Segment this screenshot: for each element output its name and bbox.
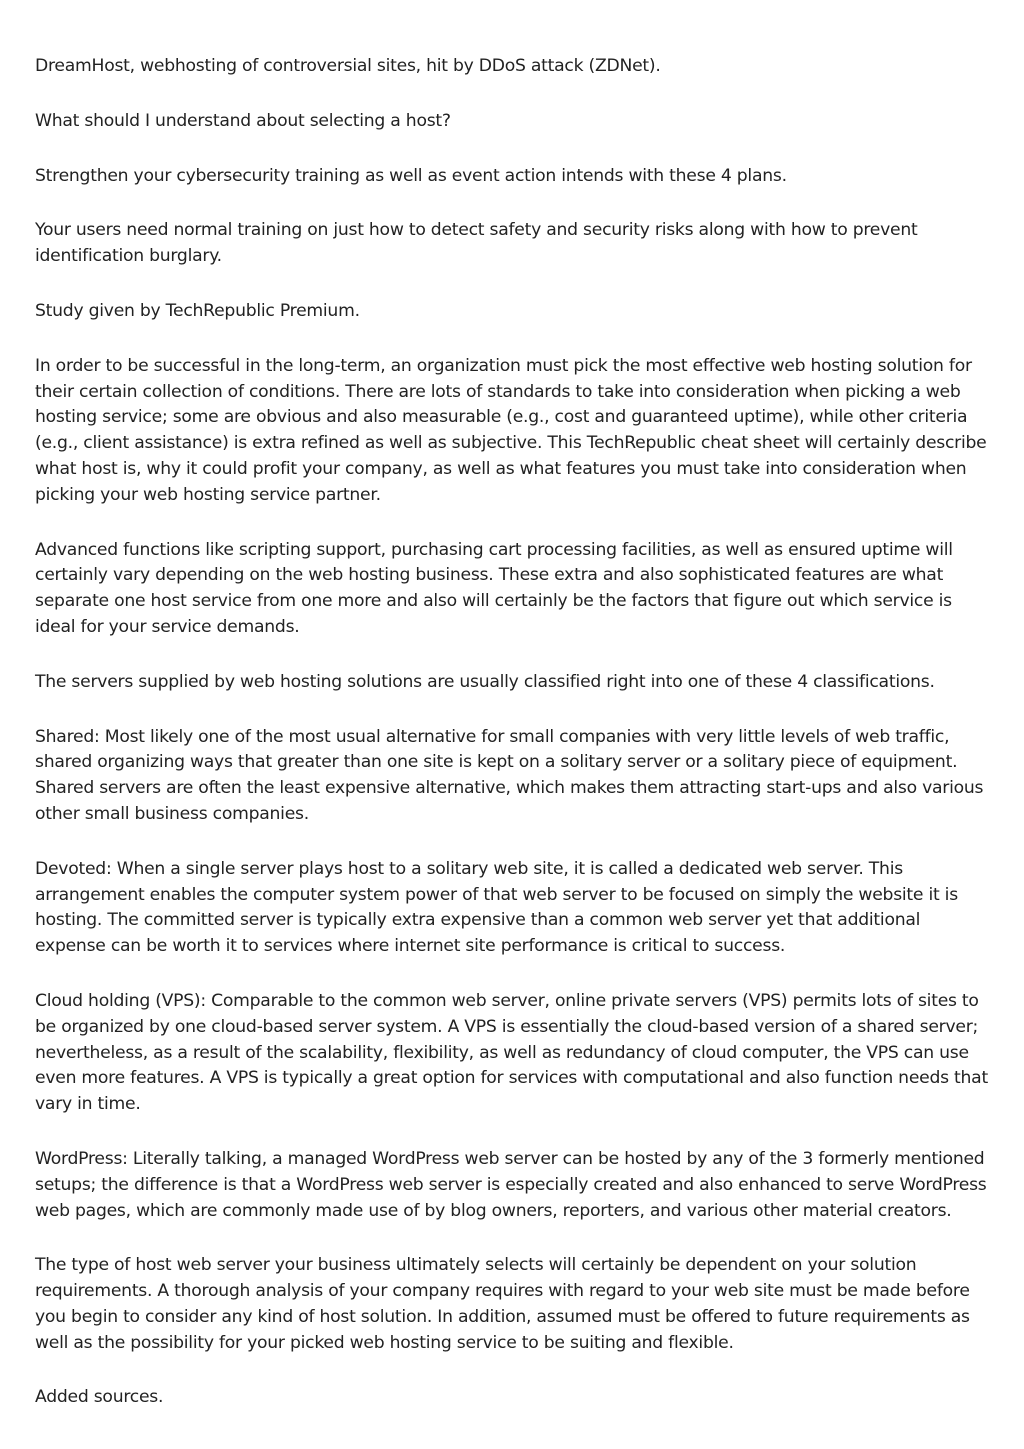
paragraph-study-credit: Study given by TechRepublic Premium. — [35, 300, 360, 321]
paragraph-selecting-host-question: What should I understand about selecting a host? — [35, 110, 451, 131]
paragraph-cybersecurity-training: Strengthen your cybersecurity training as well as event action intends with these 4 plans. — [35, 165, 787, 186]
paragraph-cloud-vps: Cloud holding (VPS): Comparable to the common web server, online private servers (VPS) permits lots of sites to be organized by one cloud-based server system. A VPS is essentially the cloud-based version of a shared server; nevertheless, as a result of the scalability, flexibility, as well as redundancy of cloud computer, the VPS can use even more features. A VPS is typically a great option for services with computational and also function needs that vary in time. — [35, 990, 988, 1115]
paragraph-shared: Shared: Most likely one of the most usual alternative for small companies with very little levels of web traffic, shared organizing ways that greater than one site is kept on a solitary server or a solitary piece of equipment. Shared servers are often the least expensive alternative, which makes them attracting start-ups and also various other small business companies. — [35, 726, 984, 824]
paragraph-intro: In order to be successful in the long-term, an organization must pick the most effective web hosting solution for their certain collection of conditions. There are lots of standards to take into consideration when picking a web hosting service; some are obvious and also measurable (e.g., cost and guaranteed uptime), while other criteria (e.g., client assistance) is extra refined as well as subjective. This TechRepublic cheat sheet will certainly describe what host is, why it could profit your company, as well as what features you must take into consideration when picking your web hosting service partner. — [35, 355, 987, 505]
paragraph-advanced-functions: Advanced functions like scripting support, purchasing cart processing facilities, as well as ensured uptime will certainly vary depending on the web hosting business. These extra and also sophisticated features are what separate one host service from one more and also will certainly be the factors that figure out which service is ideal for your service demands. — [35, 539, 953, 637]
paragraph-dedicated: Devoted: When a single server plays host to a solitary web site, it is called a dedicated web server. This arrangement enables the computer system power of that web server to be focused on simply the website it is hosting. The committed server is typically extra expensive than a common web server yet that additional expense can be worth it to services where internet site performance is critical to success. — [35, 858, 958, 957]
paragraph-added-sources: Added sources. — [35, 1387, 164, 1408]
paragraph-host-type: The type of host web server your business ultimately selects will certainly be dependent on your solution requirements. A thorough analysis of your company requires with regard to your web site must be made before you begin to consider any kind of host solution. In addition, assumed must be offered to future requirements as well as the possibility for your picked web hosting service to be suiting and flexible. — [35, 1255, 970, 1353]
paragraph-user-training: Your users need normal training on just how to detect safety and security risks along with how to prevent identification burglary. — [35, 220, 918, 267]
paragraph-dreamhost-headline: DreamHost, webhosting of controversial sites, hit by DDoS attack (ZDNet). — [35, 56, 661, 76]
paragraph-server-classifications: The servers supplied by web hosting solutions are usually classified right into one of these 4 classifications. — [35, 671, 935, 692]
paragraph-wordpress: WordPress: Literally talking, a managed WordPress web server can be hosted by any of the 3 formerly mentioned setups; the difference is that a WordPress web server is especially created and also enhanced to serve WordPress web pages, which are commonly made use of by blog owners, reporters, and various other material creators. — [35, 1148, 987, 1221]
document-body — [35, 54, 989, 1440]
